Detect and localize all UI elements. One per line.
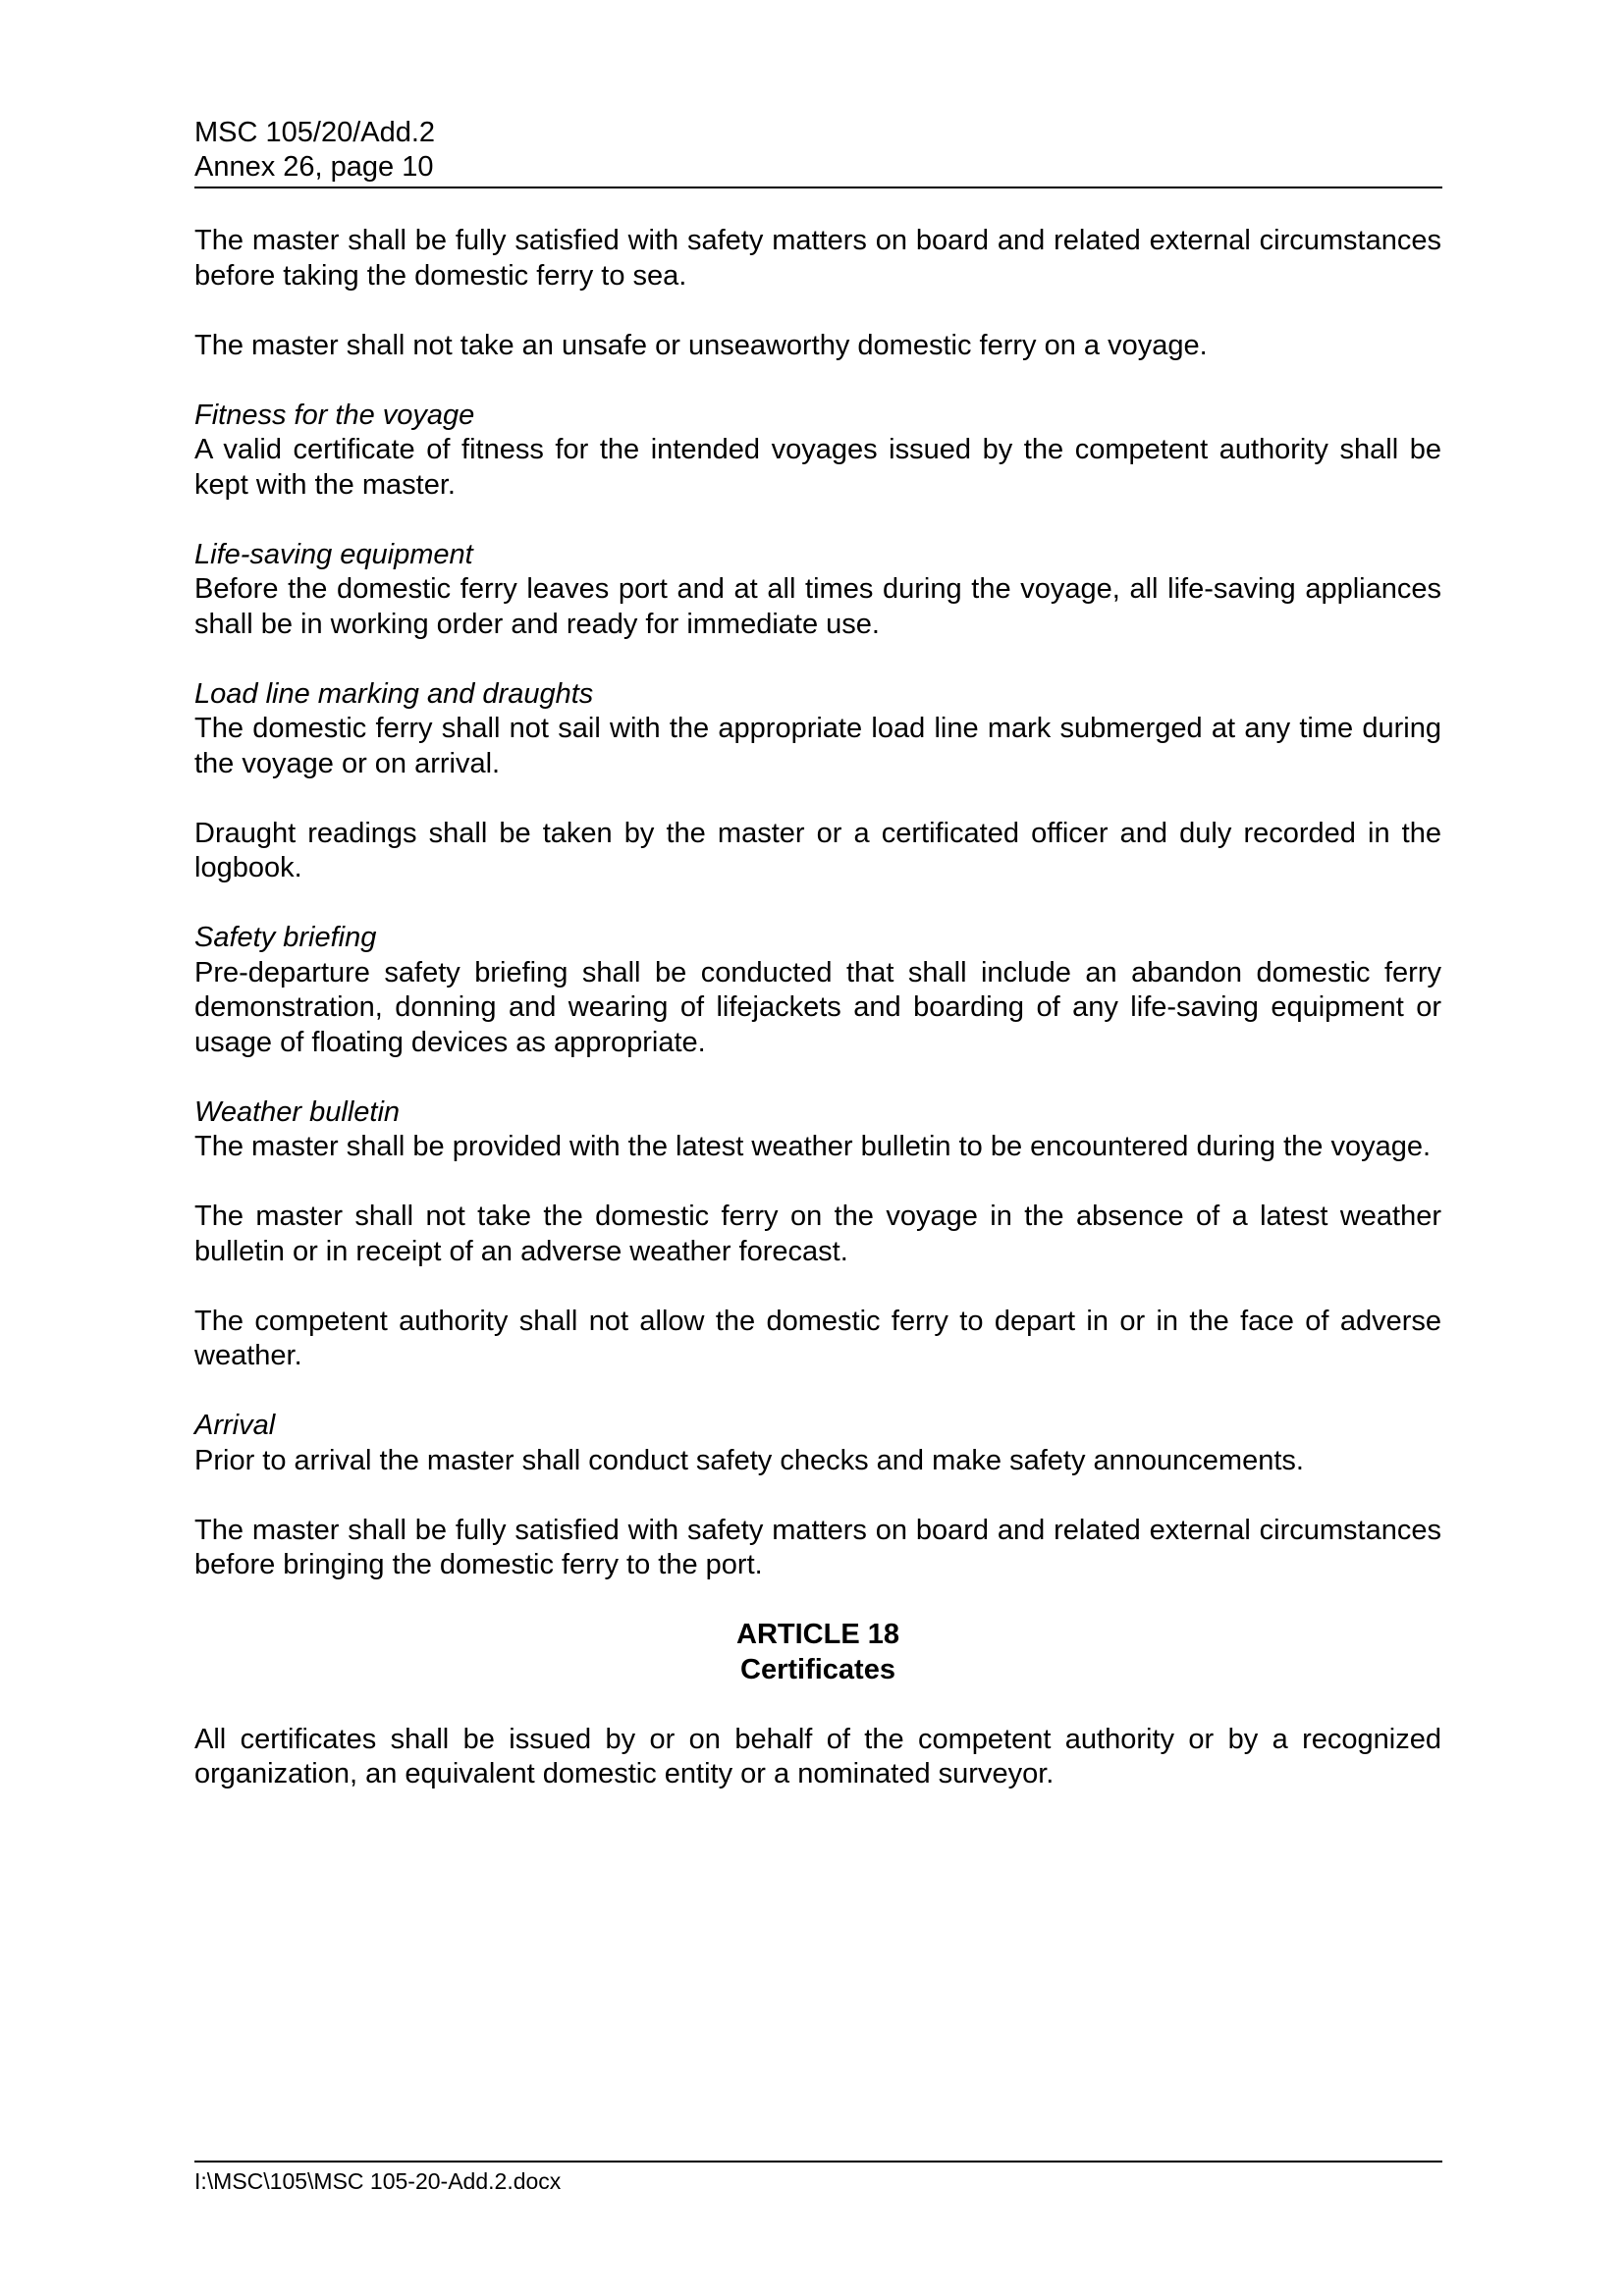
paragraph: All certificates shall be issued by or on behalf of the competent authority or by a recognized organization, an equivalent domestic entity or a nominated surveyor. xyxy=(194,1723,1441,1789)
paragraph: Before the domestic ferry leaves port and at all times during the voyage, all life-saving appliances shall be in working order and ready for immediate use. xyxy=(194,573,1441,640)
paragraph: The master shall be provided with the latest weather bulletin to be encountered during the voyage. xyxy=(194,1131,1432,1162)
paragraph: The domestic ferry shall not sail with the appropriate load line mark submerged at any time during the voyage or on arrival. xyxy=(194,713,1441,779)
section-lifesaving xyxy=(194,538,1441,643)
document-reference: MSC 105/20/Add.2 xyxy=(194,117,436,148)
section-fitness xyxy=(194,399,1441,504)
section-heading: Fitness for the voyage xyxy=(194,399,475,431)
paragraph: The master shall not take the domestic ferry on the voyage in the absence of a latest weather bulletin or in receipt of an adverse weather forecast. xyxy=(194,1201,1441,1267)
paragraph: Prior to arrival the master shall conduct safety checks and make safety announcements. xyxy=(194,1444,1304,1476)
page-header xyxy=(194,116,1442,188)
page-reference: Annex 26, page 10 xyxy=(194,151,434,183)
article-title: Certificates xyxy=(740,1653,895,1685)
paragraph: The master shall be fully satisfied with safety matters on board and related external circumstances before bringing the domestic ferry to the port. xyxy=(194,1514,1441,1580)
section-arrival xyxy=(194,1409,1441,1478)
paragraph: A valid certificate of fitness for the intended voyages issued by the competent authority shall be kept with the master. xyxy=(194,434,1441,501)
section-loadline xyxy=(194,677,1441,782)
article-heading xyxy=(194,1618,1441,1687)
section-heading: Life-saving equipment xyxy=(194,538,473,570)
file-path: I:\MSC\105\MSC 105-20-Add.2.docx xyxy=(194,2168,562,2194)
section-heading: Load line marking and draughts xyxy=(194,677,594,710)
paragraph: The competent authority shall not allow the domestic ferry to depart in or in the face of adverse weather. xyxy=(194,1305,1441,1371)
article-number: ARTICLE 18 xyxy=(736,1619,899,1650)
section-heading: Weather bulletin xyxy=(194,1095,401,1128)
page-footer xyxy=(194,2161,1442,2195)
paragraph: The master shall be fully satisfied with safety matters on board and related external circumstances before taking the domestic ferry to sea. xyxy=(194,225,1441,292)
section-weather xyxy=(194,1095,1441,1165)
document-body xyxy=(194,224,1441,1827)
paragraph: Draught readings shall be taken by the master or a certificated officer and duly recorded in the logbook. xyxy=(194,817,1441,883)
section-heading: Safety briefing xyxy=(194,922,377,953)
paragraph: Pre-departure safety briefing shall be conducted that shall include an abandon domestic ferry demonstration, donning and wearing of lifejackets and boarding of any life-saving equipment or usage of floating devices as appropriate. xyxy=(194,956,1441,1058)
paragraph: The master shall not take an unsafe or unseaworthy domestic ferry on a voyage. xyxy=(194,329,1208,361)
section-briefing xyxy=(194,921,1441,1060)
section-heading: Arrival xyxy=(194,1410,276,1441)
